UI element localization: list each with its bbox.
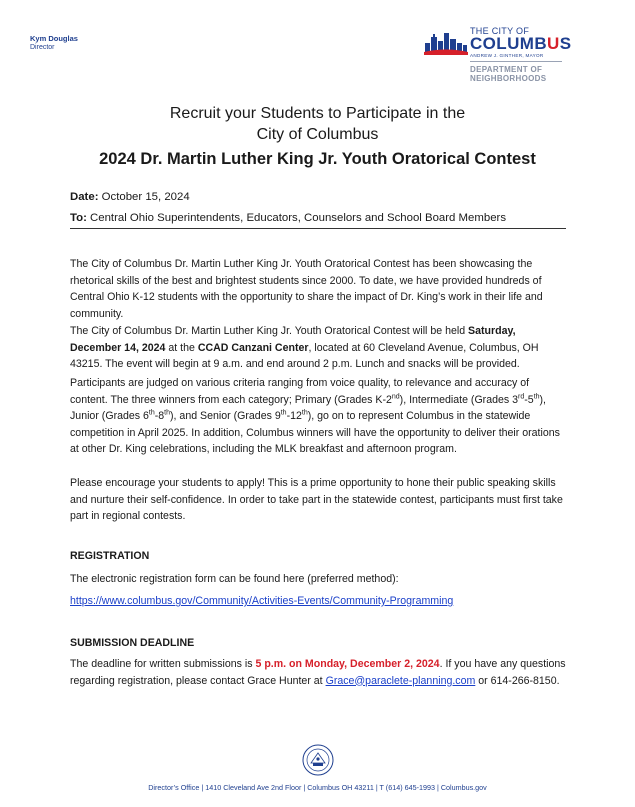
contact-email-link[interactable]: Grace@paraclete-planning.com — [325, 674, 476, 687]
logo-divider — [470, 61, 562, 62]
date-line: Date: October 15, 2024 — [70, 191, 190, 203]
paragraph-event-details: The City of Columbus Dr. Martin Luther King Jr. Youth Oratorical Contest will be held Saturday, December 14, 2024 at the CCAD Canzani Center, located at 60 Cleveland Avenue, Columbus, OH 43215. The event will begin at 9 a.m. and end around 2 p.m. Lunch and snacks will be provided. — [70, 325, 539, 370]
skyline-icon — [424, 31, 468, 55]
header-divider — [70, 228, 566, 229]
to-line: To: Central Ohio Superintendents, Educators, Counselors and School Board Members — [70, 212, 507, 224]
director-name: Kym Douglas — [30, 34, 78, 43]
registration-heading: REGISTRATION — [70, 550, 150, 562]
title-line-1: Recruit your Students to Participate in the — [169, 105, 466, 122]
logo-city-line: THE CITY OF — [470, 26, 530, 36]
footer-contact: Director’s Office | 1410 Cleveland Ave 2nd Floor | Columbus OH 43211 | T (614) 645-1993 | Columbus.gov — [148, 783, 487, 792]
registration-text: The electronic registration form can be found here (preferred method): — [70, 573, 399, 585]
contest-title: 2024 Dr. Martin Luther King Jr. Youth Oratorical Contest — [99, 150, 536, 168]
paragraph-judging: Participants are judged on various criteria ranging from voice quality, to relevance and accuracy of content. The three winners from each category; Primary (Grades K-2nd), Intermediate (Grades 3rd-5th), Junior (Grades 6th-8th), and Senior (Grades 9th-12th), go on to represent Columbus in the statewide competition in April 2025. In addition, Columbus winners will have the opportunity to deliver their orations at other Dr. King celebrations, including the MLK breakfast and afternoon program. — [70, 377, 560, 455]
logo-columbus: COLUMBUS — [470, 34, 572, 53]
registration-link[interactable]: https://www.columbus.gov/Community/Activities-Events/Community-Programming — [70, 595, 454, 607]
logo-department: DEPARTMENT OF NEIGHBORHOODS — [470, 65, 547, 83]
city-seal-icon — [302, 744, 334, 776]
registration-link-wrap — [70, 594, 453, 608]
logo-mayor: ANDREW J. GINTHER, MAYOR — [470, 53, 544, 58]
title-line-2: City of Columbus — [256, 126, 379, 143]
paragraph-encourage: Please encourage your students to apply! This is a prime opportunity to hone their public speaking skills and nurture their self-confidence. In order to take part in the statewide contest, participants must first take part in regional contests. — [70, 477, 563, 522]
director-title: Director — [30, 44, 55, 51]
city-logo — [424, 26, 594, 88]
deadline-text: The deadline for written submissions is 5 p.m. on Monday, December 2, 2024. If you have any questions regarding registration, please contact Grace Hunter at Grace@paraclete-planning.com or 614-266-8150. — [70, 658, 566, 687]
deadline-heading: SUBMISSION DEADLINE — [70, 637, 195, 649]
paragraph-history: The City of Columbus Dr. Martin Luther King Jr. Youth Oratorical Contest has been showcasing the rhetorical skills of the best and brightest students since 2000. To date, we have provided hundreds of Central Ohio K-12 students with the opportunity to share the impact of Dr. King’s work in their life and community. — [70, 258, 543, 320]
